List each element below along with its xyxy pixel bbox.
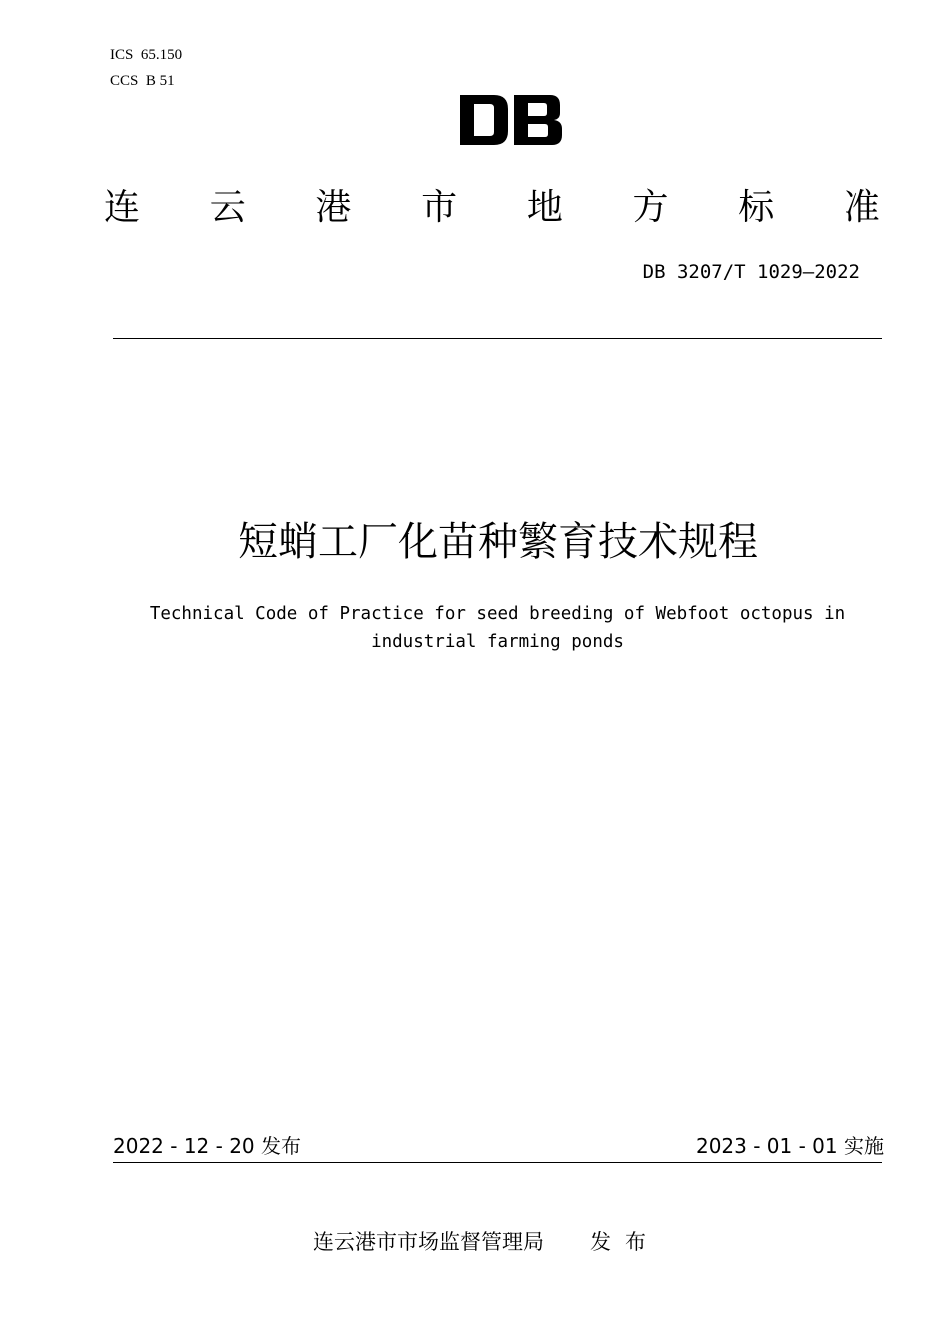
publisher-line — [313, 1228, 660, 1256]
ics-code: ICS 65.150 — [110, 47, 183, 63]
ccs-code: CCS B 51 — [110, 73, 175, 89]
document-title-cn: 短蛸工厂化苗种繁育技术规程 — [238, 519, 758, 565]
standard-number: DB 3207/T 1029—2022 — [642, 261, 860, 283]
standard-type-title — [104, 184, 880, 232]
standard-type-char: 云 — [209, 187, 246, 228]
implementation-date: 2023 - 01 - 01 实施 — [695, 1134, 884, 1158]
standard-type-char: 标 — [738, 187, 775, 228]
bottom-divider — [113, 1162, 882, 1163]
publisher-name: 连云港市市场监督管理局 — [313, 1230, 544, 1254]
top-divider — [113, 338, 882, 339]
standard-type-char: 方 — [632, 187, 669, 228]
db-logo — [460, 95, 562, 145]
document-title-en: Technical Code of Practice for seed breeding of Webfoot octopus in industrial farming ponds — [149, 604, 846, 652]
publisher-action: 发布 — [590, 1230, 660, 1254]
issue-date: 2022 - 12 - 20 发布 — [113, 1134, 302, 1158]
standard-type-char: 准 — [843, 187, 880, 228]
standard-type-char: 地 — [526, 187, 563, 228]
standard-type-char: 港 — [315, 187, 352, 228]
standard-type-char: 市 — [421, 187, 458, 228]
standard-type-char: 连 — [104, 187, 141, 228]
